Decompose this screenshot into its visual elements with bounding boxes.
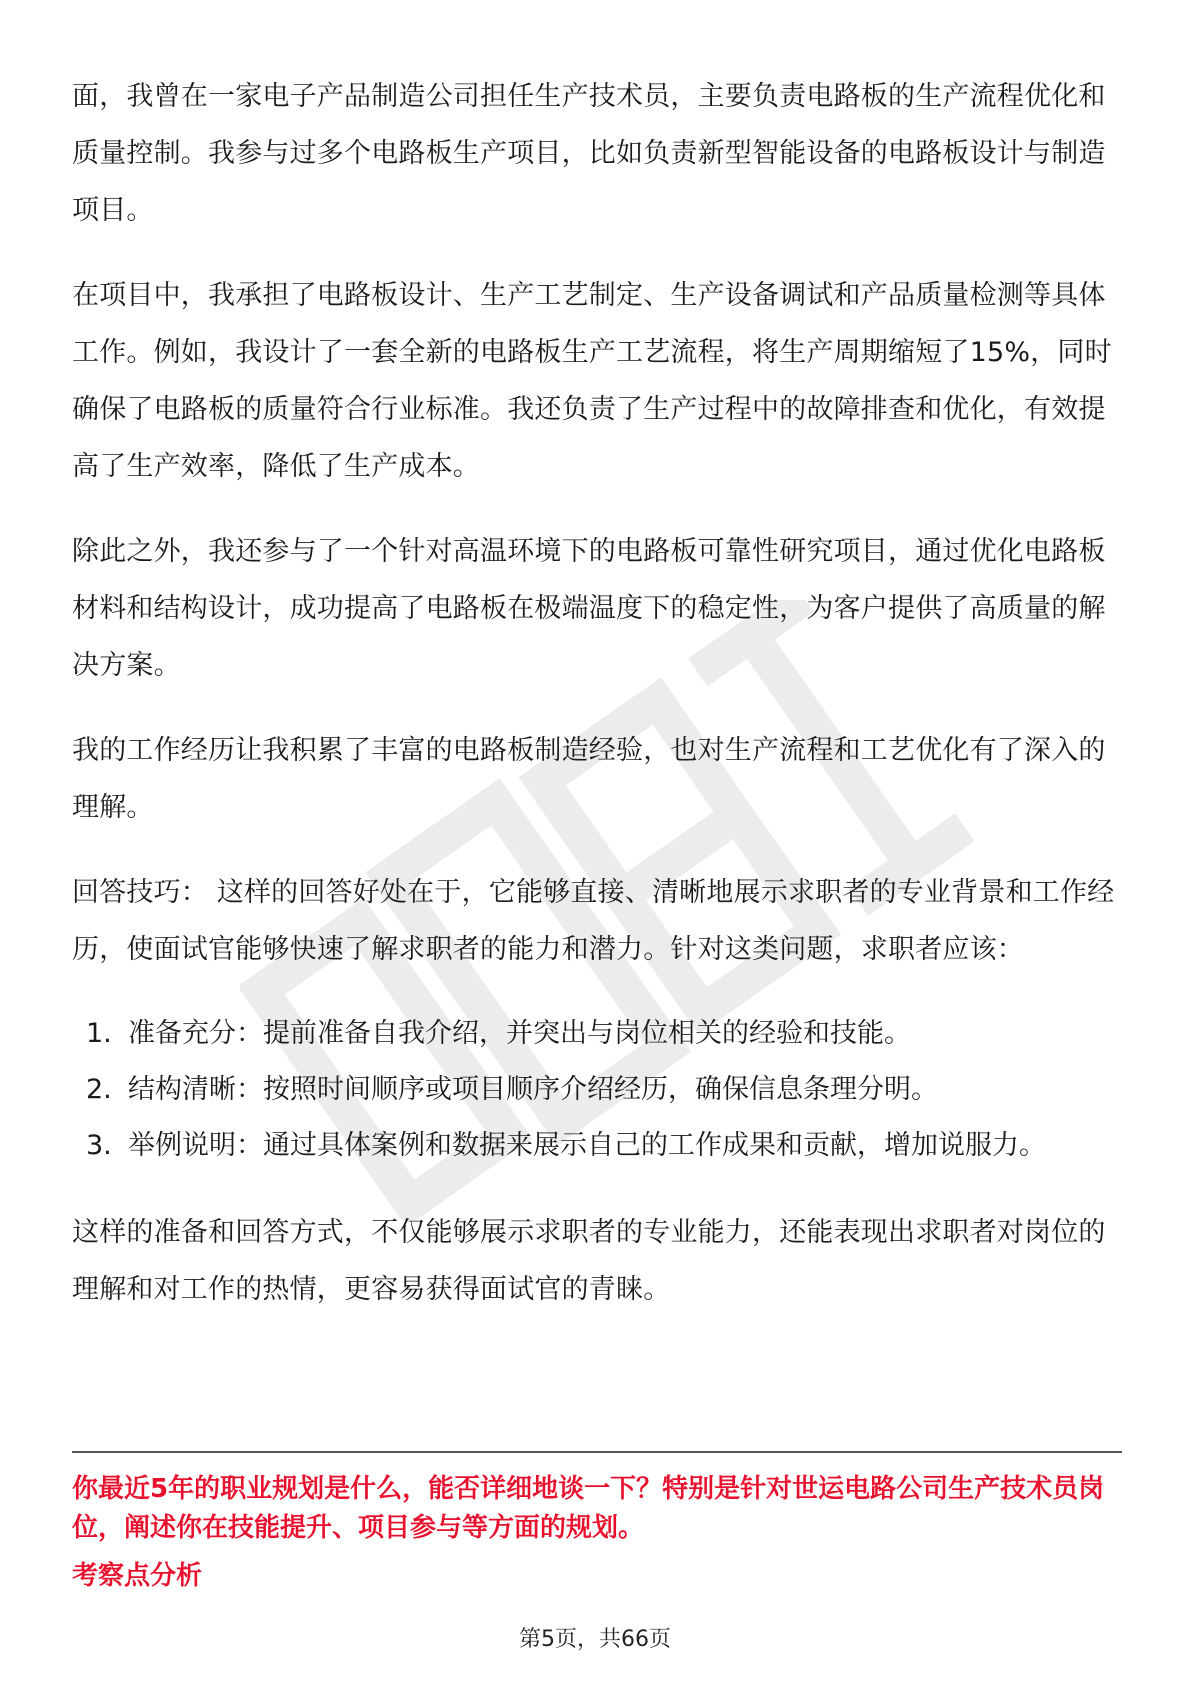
section-heading: 考察点分析 bbox=[72, 1561, 203, 1591]
list-item-number: 2. bbox=[86, 1074, 112, 1105]
paragraph-reliability-research: 除此之外，我还参与了一个针对高温环境下的电路板可靠性研究项目，通过优化电路板材料和结构设计，成功提高了电路板在极端温度下的稳定性，为客户提供了高质量的解决方案。 bbox=[72, 536, 1106, 681]
interview-question: 你最近5年的职业规划是什么，能否详细地谈一下？特别是针对世运电路公司生产技术员岗位，阐述你在技能提升、项目参与等方面的规划。 bbox=[72, 1474, 1105, 1543]
list-item-text: 准备充分：提前准备自我介绍，并突出与岗位相关的经验和技能。 bbox=[128, 1018, 911, 1049]
section-divider bbox=[72, 1451, 1122, 1453]
list-item-text: 结构清晰：按照时间顺序或项目顺序介绍经历，确保信息条理分明。 bbox=[128, 1074, 938, 1105]
tips-list bbox=[72, 1006, 1122, 1174]
list-item-text: 举例说明：通过具体案例和数据来展示自己的工作成果和贡献，增加说服力。 bbox=[128, 1130, 1046, 1161]
list-item bbox=[72, 1006, 1122, 1062]
paragraph-project-duties: 在项目中，我承担了电路板设计、生产工艺制定、生产设备调试和产品质量检测等具体工作。例如，我设计了一套全新的电路板生产工艺流程，将生产周期缩短了15%，同时确保了电路板的质量符合行业标准。我还负责了生产过程中的故障排查和优化，有效提高了生产效率，降低了生产成本。 bbox=[72, 280, 1112, 482]
list-item bbox=[72, 1062, 1122, 1118]
paragraph-experience-summary: 我的工作经历让我积累了丰富的电路板制造经验，也对生产流程和工艺优化有了深入的理解。 bbox=[72, 735, 1106, 823]
paragraph-answer-tips: 回答技巧： 这样的回答好处在于，它能够直接、清晰地展示求职者的专业背景和工作经历，使面试官能够快速了解求职者的能力和潜力。针对这类问题，求职者应该： bbox=[72, 877, 1115, 965]
page-number-footer: 第5页，共66页 bbox=[519, 1627, 671, 1652]
list-item bbox=[72, 1118, 1122, 1174]
list-item-number: 3. bbox=[86, 1130, 112, 1161]
document-body bbox=[72, 68, 1122, 1346]
paragraph-work-experience: 面，我曾在一家电子产品制造公司担任生产技术员，主要负责电路板的生产流程优化和质量控制。我参与过多个电路板生产项目，比如负责新型智能设备的电路板设计与制造项目。 bbox=[72, 81, 1106, 226]
list-item-number: 1. bbox=[86, 1018, 112, 1049]
paragraph-closing: 这样的准备和回答方式，不仅能够展示求职者的专业能力，还能表现出求职者对岗位的理解和对工作的热情，更容易获得面试官的青睐。 bbox=[72, 1217, 1106, 1305]
